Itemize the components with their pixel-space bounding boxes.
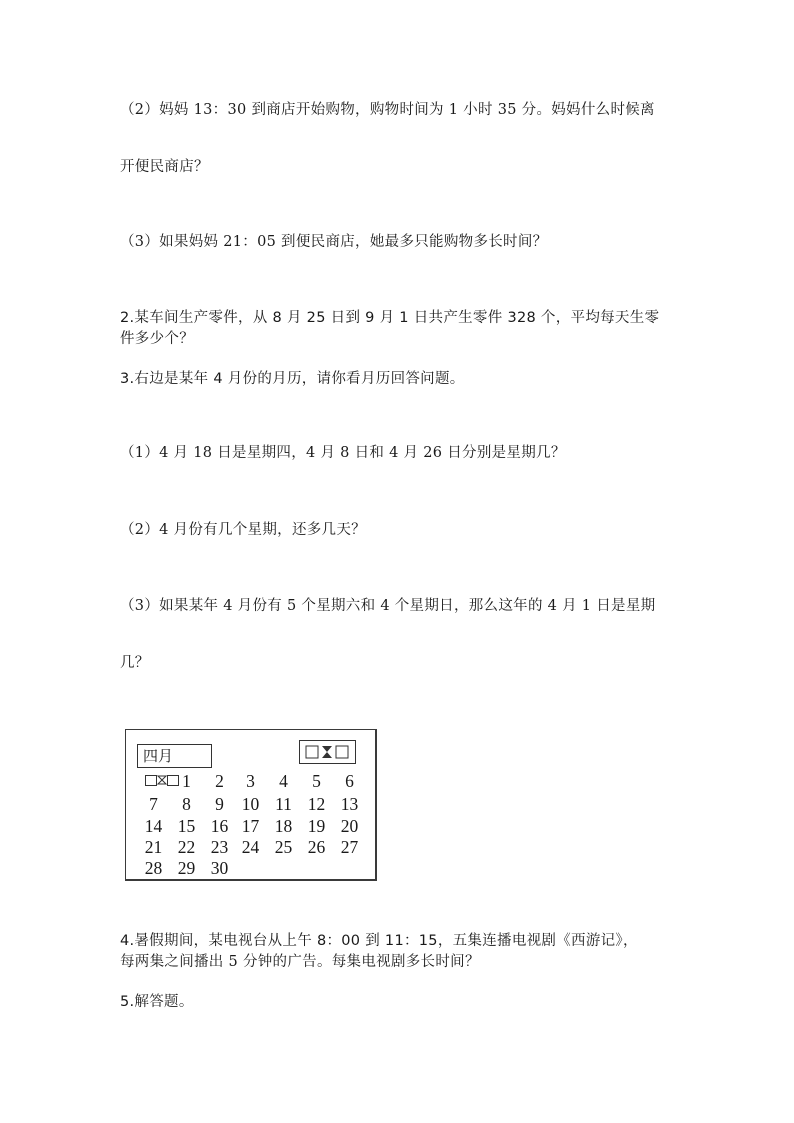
question-2-2-line-2: 开便民商店？	[120, 159, 209, 175]
calendar-day: 9	[215, 794, 224, 814]
calendar-day: 3	[246, 771, 255, 791]
calendar-day: 29	[177, 858, 196, 878]
calendar-day: 2	[215, 771, 224, 791]
calendar-day: 4	[279, 771, 288, 791]
calendar-month-header	[137, 744, 212, 768]
calendar-day: 28	[144, 858, 163, 878]
calendar-day: 25	[274, 837, 293, 857]
question-2-2-line-1: （2）妈妈 13：30 到商店开始购物，购物时间为 1 小时 35 分。妈妈什么时候离	[120, 102, 655, 118]
calendar-day: 19	[307, 816, 326, 836]
calendar-day: 18	[274, 816, 293, 836]
calendar-day: 21	[144, 837, 163, 857]
calendar-day: 14	[144, 816, 163, 836]
calendar-day: 24	[241, 837, 260, 857]
question-3-intro: 3.右边是某年 4 月份的月历，请你看月历回答问题。	[120, 371, 465, 387]
calendar-day: 5	[312, 771, 321, 791]
calendar-day: 15	[177, 816, 196, 836]
question-4-line-1: 4.暑假期间，某电视台从上午 8：00 到 11：15，五集连播电视剧《西游记》，	[120, 933, 638, 949]
calendar-day: 26	[307, 837, 326, 857]
question-3-3-line-1: （3）如果某年 4 月份有 5 个星期六和 4 个星期日，那么这年的 4 月 1 日是星期	[120, 598, 656, 614]
calendar-day: 7	[149, 794, 158, 814]
calendar-day: 13	[340, 794, 359, 814]
calendar-day: 30	[210, 858, 229, 878]
april-calendar	[125, 729, 377, 881]
question-5: 5.解答题。	[120, 994, 194, 1010]
question-2-line-2: 件多少个？	[120, 331, 194, 347]
calendar-year-box	[299, 740, 356, 764]
calendar-day: 8	[182, 794, 191, 814]
question-2-3: （3）如果妈妈 21：05 到便民商店，她最多只能购物多长时间？	[120, 234, 548, 250]
calendar-day: 23	[210, 837, 229, 857]
calendar-day: 27	[340, 837, 359, 857]
calendar-day: 16	[210, 816, 229, 836]
question-4-line-2: 每两集之间播出 5 分钟的广告。每集电视剧多长时间？	[120, 954, 480, 970]
question-3-2: （2）4 月份有几个星期，还多几天？	[120, 522, 366, 538]
question-3-1: （1）4 月 18 日是星期四，4 月 8 日和 4 月 26 日分别是星期几？	[120, 445, 566, 461]
calendar-day: 17	[241, 816, 260, 836]
calendar-day: 12	[307, 794, 326, 814]
question-2-line-1: 2.某车间生产零件，从 8 月 25 日到 9 月 1 日共产生零件 328 个，平均每天生零	[120, 310, 660, 326]
hourglass-icon	[300, 741, 355, 763]
calendar-day: 1	[182, 771, 191, 791]
calendar-day: 10	[241, 794, 260, 814]
calendar-day: 22	[177, 837, 196, 857]
calendar-month-label: 四月	[143, 747, 174, 765]
calendar-day: 11	[275, 794, 292, 814]
calendar-day: 6	[345, 771, 354, 791]
calendar-day: 20	[340, 816, 359, 836]
question-3-3-line-2: 几？	[120, 655, 150, 671]
